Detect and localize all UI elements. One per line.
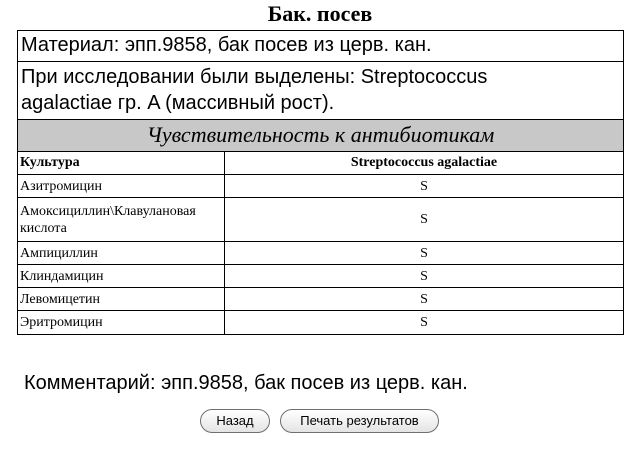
table-row xyxy=(18,175,623,198)
report-panel xyxy=(17,30,624,335)
antibiotic-name: Ампициллин xyxy=(18,242,225,265)
page-title: Бак. посев xyxy=(267,1,373,26)
sensitivity-result: S xyxy=(225,242,624,265)
sensitivity-result: S xyxy=(225,311,624,334)
sensitivity-result: S xyxy=(225,175,624,198)
column-header-culture: Культура xyxy=(18,152,225,175)
table-row xyxy=(18,242,623,265)
table-row xyxy=(18,198,623,242)
table-row xyxy=(18,265,623,288)
table-header-row xyxy=(18,152,623,175)
table-row xyxy=(18,288,623,311)
sensitivity-result: S xyxy=(225,288,624,311)
sensitivity-result: S xyxy=(225,198,624,242)
table-row xyxy=(18,311,623,334)
print-results-button[interactable]: Печать результатов xyxy=(280,409,439,433)
antibiotic-name: Клиндамицин xyxy=(18,265,225,288)
findings-info xyxy=(18,61,623,119)
comment-text: Комментарий: эпп.9858, бак посев из церв. кан. xyxy=(24,372,468,394)
antibiotic-name: Азитромицин xyxy=(18,175,225,198)
antibiotic-name: Амоксициллин\Клавулановая кислота xyxy=(18,198,225,242)
antibiotic-name: Эритромицин xyxy=(18,311,225,334)
antibiotic-name: Левомицетин xyxy=(18,288,225,311)
findings-line: При исследовании были выделены: Streptococcus xyxy=(21,66,488,88)
back-button[interactable]: Назад xyxy=(200,409,270,433)
material-info: Материал: эпп.9858, бак посев из церв. кан. xyxy=(18,30,623,61)
sensitivity-header: Чувствительность к антибиотикам xyxy=(18,119,623,151)
sensitivity-table xyxy=(18,151,623,334)
column-header-organism: Streptococcus agalactiae xyxy=(225,152,624,175)
sensitivity-result: S xyxy=(225,265,624,288)
findings-line: agalactiae гр. A (массивный рост). xyxy=(21,92,335,114)
